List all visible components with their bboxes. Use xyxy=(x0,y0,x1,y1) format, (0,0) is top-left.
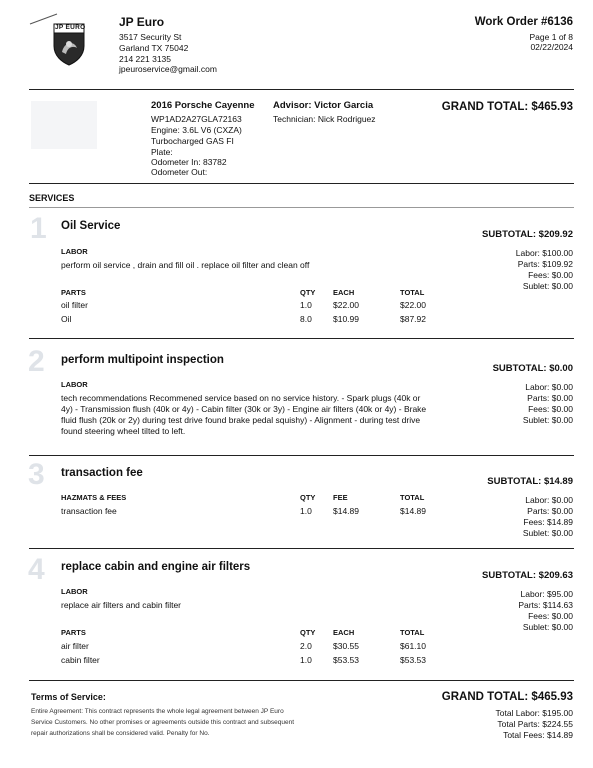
service-parts: Parts: $0.00 xyxy=(527,393,573,403)
vehicle-title: 2016 Porsche Cayenne xyxy=(151,100,255,111)
odometer-out: Odometer Out: xyxy=(151,167,208,177)
total-labor: Total Labor: $195.00 xyxy=(495,708,573,718)
service-title: transaction fee xyxy=(61,467,143,479)
company-email[interactable]: jpeuroservice@gmail.com xyxy=(119,64,217,74)
vehicle-photo-placeholder xyxy=(31,101,97,149)
terms-heading: Terms of Service: xyxy=(31,692,106,702)
grand-total-bottom: GRAND TOTAL: $465.93 xyxy=(441,691,573,703)
service-labor: Labor: $0.00 xyxy=(525,495,573,505)
service-sublet: Sublet: $0.00 xyxy=(522,415,573,425)
part-each: $10.99 xyxy=(333,314,359,324)
each-header: EACH xyxy=(333,288,355,297)
service-labor: Labor: $0.00 xyxy=(525,382,573,392)
service-number: 3 xyxy=(28,458,45,491)
part-name: cabin filter xyxy=(61,655,100,665)
part-qty: 1.0 xyxy=(300,300,312,310)
work-order-title: Work Order #6136 xyxy=(474,16,573,28)
service-sublet: Sublet: $0.00 xyxy=(522,622,573,632)
service-subtotal: SUBTOTAL: $209.92 xyxy=(482,229,573,240)
terms-line: Entire Agreement: This contract represents the whole legal agreement between JP Euro xyxy=(31,708,284,715)
total-header: TOTAL xyxy=(400,288,425,297)
fee-qty: 1.0 xyxy=(300,506,312,516)
technician-name: Technician: Nick Rodriguez xyxy=(273,114,376,124)
labor-description-line: 4y) - Transmission flush (40k or 4y) - Cabin filter (30k or 3y) - Engine air filters (40k or 4y) - Brake xyxy=(61,404,427,414)
labor-label: LABOR xyxy=(61,587,88,596)
parts-label: PARTS xyxy=(61,288,86,297)
service-title: Oil Service xyxy=(61,220,121,232)
labor-label: LABOR xyxy=(61,247,88,256)
fee-total: $14.89 xyxy=(400,506,426,516)
company-name: JP Euro xyxy=(119,15,165,29)
vehicle-fuel: Turbocharged GAS FI xyxy=(151,136,234,146)
service-fees: Fees: $0.00 xyxy=(528,270,573,280)
part-total: $61.10 xyxy=(400,641,426,651)
part-qty: 2.0 xyxy=(300,641,312,651)
work-order-date: 02/22/2024 xyxy=(530,42,573,52)
part-name: Oil xyxy=(61,314,72,324)
each-header: EACH xyxy=(333,628,355,637)
labor-description-line: fluid flush (20k or 2y) during test drive found brake pedal squishy) - Alignment - during test drive xyxy=(61,415,421,425)
part-qty: 1.0 xyxy=(300,655,312,665)
qty-header: QTY xyxy=(300,288,316,297)
odometer-in: Odometer In: 83782 xyxy=(151,157,227,167)
service-number: 1 xyxy=(30,212,47,245)
total-parts: Total Parts: $224.55 xyxy=(497,719,573,729)
service-parts: Parts: $0.00 xyxy=(527,506,573,516)
service-fees: Fees: $0.00 xyxy=(528,611,573,621)
logo-text: JP EURO xyxy=(55,24,86,31)
vehicle-plate: Plate: xyxy=(151,147,173,157)
page-indicator: Page 1 of 8 xyxy=(529,32,573,42)
service-fees: Fees: $14.89 xyxy=(523,517,573,527)
part-total: $87.92 xyxy=(400,314,426,324)
service-sublet: Sublet: $0.00 xyxy=(522,281,573,291)
qty-header: QTY xyxy=(300,493,316,502)
part-each: $22.00 xyxy=(333,300,359,310)
total-header: TOTAL xyxy=(400,493,425,502)
service-subtotal: SUBTOTAL: $209.63 xyxy=(482,570,573,581)
service-divider xyxy=(29,548,574,549)
service-parts: Parts: $114.63 xyxy=(518,600,573,610)
service-title: perform multipoint inspection xyxy=(61,354,224,366)
company-address-line2: Garland TX 75042 xyxy=(119,43,189,53)
vehicle-engine: Engine: 3.6L V6 (CXZA) xyxy=(151,125,242,135)
part-total: $53.53 xyxy=(400,655,426,665)
terms-line: Service Customers. No other promises or agreements outside this contract and subsequent xyxy=(31,719,295,726)
service-sublet: Sublet: $0.00 xyxy=(522,528,573,538)
fees-label: HAZMATS & FEES xyxy=(61,493,127,502)
services-heading-divider xyxy=(29,207,574,208)
part-each: $53.53 xyxy=(333,655,359,665)
part-name: air filter xyxy=(61,641,89,651)
advisor-name: Advisor: Victor Garcia xyxy=(273,100,374,111)
total-fees: Total Fees: $14.89 xyxy=(503,730,573,740)
service-divider xyxy=(29,338,574,339)
service-labor: Labor: $95.00 xyxy=(520,589,573,599)
part-total: $22.00 xyxy=(400,300,426,310)
footer-divider xyxy=(29,680,574,681)
service-number: 2 xyxy=(28,345,45,378)
part-qty: 8.0 xyxy=(300,314,312,324)
fee-name: transaction fee xyxy=(61,506,117,516)
services-heading: SERVICES xyxy=(29,193,75,203)
stray-pen-mark xyxy=(29,12,59,29)
part-name: oil filter xyxy=(61,300,88,310)
company-address-line1: 3517 Security St xyxy=(119,32,182,42)
service-fees: Fees: $0.00 xyxy=(528,404,573,414)
service-title: replace cabin and engine air filters xyxy=(61,561,251,573)
service-number: 4 xyxy=(28,553,45,586)
company-phone: 214 221 3135 xyxy=(119,54,171,64)
service-labor: Labor: $100.00 xyxy=(515,248,573,258)
fee-header: FEE xyxy=(333,493,348,502)
terms-line: repair authorizations shall be considered valid. Penalty for No. xyxy=(31,730,210,737)
labor-description: perform oil service , drain and fill oil . replace oil filter and clean off xyxy=(61,260,310,270)
total-header: TOTAL xyxy=(400,628,425,637)
service-divider xyxy=(29,455,574,456)
vehicle-vin: WP1AD2A27GLA72163 xyxy=(151,114,242,124)
labor-description-line: tech recommendations Recommened service based on no service history. - Spark plugs (40k or xyxy=(61,393,421,403)
service-parts: Parts: $109.92 xyxy=(517,259,573,269)
service-subtotal: SUBTOTAL: $0.00 xyxy=(492,363,573,374)
qty-header: QTY xyxy=(300,628,316,637)
labor-description-line: found steering wheel tilted to left. xyxy=(61,426,186,436)
part-each: $30.55 xyxy=(333,641,359,651)
parts-label: PARTS xyxy=(61,628,86,637)
fee-amount: $14.89 xyxy=(333,506,359,516)
grand-total-top: GRAND TOTAL: $465.93 xyxy=(441,101,573,113)
labor-description: replace air filters and cabin filter xyxy=(61,600,182,610)
service-subtotal: SUBTOTAL: $14.89 xyxy=(487,476,573,487)
labor-label: LABOR xyxy=(61,380,88,389)
vehicle-divider xyxy=(29,183,574,184)
header-divider xyxy=(29,89,574,90)
